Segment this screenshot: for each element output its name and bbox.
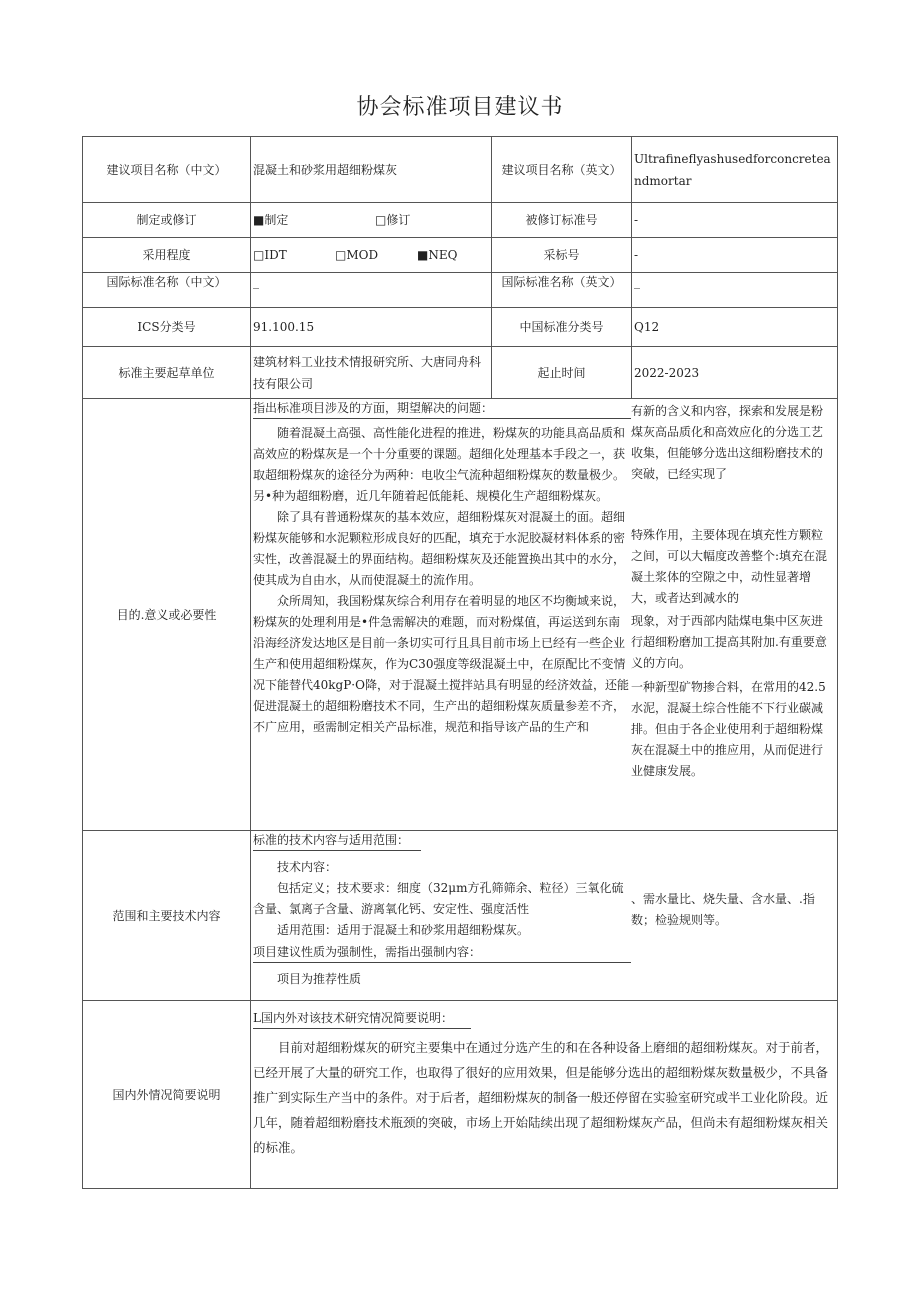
name-en-label: 建议项目名称（英文） xyxy=(492,137,632,203)
revised-std-value: - xyxy=(632,203,838,238)
cn-class-label: 中国标准分类号 xyxy=(492,308,632,347)
purpose-left-p1: 随着混凝土高强、高性能化进程的推进，粉煤灰的功能具高品质和高效应的粉煤灰是一个十分重要的课题。超细化处理基本手段之一，获取超细粉煤灰的途径分为两种：电收尘气流种超细粉煤灰的数量极少。另•种为超细粉磨，近几年随着起低能耗、规模化生产超细粉煤灰。 xyxy=(253,426,626,503)
adopt-std-value: - xyxy=(632,238,838,273)
name-cn-label: 建议项目名称（中文） xyxy=(83,137,251,203)
intl-cn-value: _ xyxy=(251,273,492,308)
purpose-label: 目的.意义或必要性 xyxy=(83,399,251,831)
proposal-table xyxy=(82,136,838,1189)
make-options xyxy=(251,203,492,238)
cn-class-value: Q12 xyxy=(632,308,838,347)
scope-label: 范围和主要技术内容 xyxy=(83,831,251,1001)
intl-status-content xyxy=(251,1001,838,1189)
name-cn-value: 混凝土和砂浆用超细粉煤灰 xyxy=(251,137,492,203)
purpose-left-p3: 众所周知，我国粉煤灰综合利用存在着明显的地区不均衡域来说，粉煤灰的处理利用是•件急需解决的难题，而对粉煤值，再运送到东南沿海经济发达地区是目前一条切实可行且具目前市场上已经有一些企业生产和使用超细粉煤灰，作为C30强度等级混凝土中，在原配比不变情况下能替代40kgP·O降，对于混凝土搅拌站具有明显的经济效益，还能促进混凝土的超细粉磨技术不同，生产出的超细粉煤灰质量参差不齐，不广应用，亟需制定相关产品标准，规范和指导该产品的生产和 xyxy=(253,594,629,734)
purpose-heading: 指出标准项目涉及的方面，期望解决的问题： xyxy=(253,399,631,419)
nature-body: 项目为推荐性质 xyxy=(277,972,362,986)
make-option-revise: □修订 xyxy=(375,213,411,227)
period-label: 起止时间 xyxy=(492,347,632,399)
intl-en-label: 国际标准名称（英文） xyxy=(492,273,632,308)
purpose-right-p1: 有新的含义和内容，探索和发展是粉煤灰高品质化和高效应化的分选工艺收集，但能够分选出这细粉磨技术的突破，已经实现了 xyxy=(631,404,824,481)
adopt-mod: □MOD xyxy=(335,248,379,262)
intl-status-label: 国内外情况简要说明 xyxy=(83,1001,251,1189)
purpose-right-p4: 一种新型矿物掺合料，在常用的42.5水泥，混凝土综合性能不下行业碳减排。但由于各企业使用利于超细粉煤灰在混凝土中的推应用，从而促进行业健康发展。 xyxy=(631,680,826,778)
intl-status-body: 目前对超细粉煤灰的研究主要集中在通过分选产生的和在各种设备上磨细的超细粉煤灰。对于前者，已经开展了大量的研究工作，也取得了很好的应用效果，但是能够分选出的超细粉煤灰数量极少，不具备推广到实际生产当中的条件。对于后者，超细粉煤灰的制备一般还停留在实验室研究或半工业化阶段。近几年，随着超细粉磨技术瓶颈的突破，市场上开始陆续出现了超细粉煤灰产品，但尚未有超细粉煤灰相关的标准。 xyxy=(253,1040,829,1155)
ics-value: 91.100.15 xyxy=(251,308,492,347)
make-label: 制定或修订 xyxy=(83,203,251,238)
intl-en-value: _ xyxy=(632,273,838,308)
purpose-right-p2: 特殊作用，主要体现在填充性方颗粒之间，可以大幅度改善整个:填充在混凝土浆体的空隙之中，动性显著增大，或者达到减水的 xyxy=(631,528,828,605)
adopt-idt: □IDT xyxy=(253,248,287,262)
purpose-right-p3: 现象，对于西部内陆煤电集中区灰进行超细粉磨加工提高其附加.有重要意义的方向。 xyxy=(631,614,827,670)
scope-heading: 标准的技术内容与适用范围： xyxy=(253,831,421,851)
scope-range-body: 适用范围：适用于混凝土和砂浆用超细粉煤灰。 xyxy=(277,923,530,937)
intl-status-heading: L国内外对该技术研究情况简要说明： xyxy=(253,1009,471,1029)
scope-right-body: 、需水量比、烧失量、含水量、.指数；检验规则等。 xyxy=(631,892,815,927)
intl-cn-label: 国际标准名称（中文） xyxy=(83,273,251,308)
make-option-establish: ■制定 xyxy=(253,213,289,227)
adopt-std-label: 采标号 xyxy=(492,238,632,273)
adopt-label: 采用程度 xyxy=(83,238,251,273)
page-title: 协会标准项目建议书 xyxy=(356,95,564,120)
ics-label: ICS分类号 xyxy=(83,308,251,347)
scope-tech-body: 包括定义；技术要求：细度（32μm方孔筛筛余、粒径）三氧化硫含量、氯离子含量、游离氧化钙、安定性、强度活性 xyxy=(253,881,624,916)
drafter-label: 标准主要起草单位 xyxy=(83,347,251,399)
drafter-value: 建筑材料工业技术情报研究所、大唐同舟科技有限公司 xyxy=(251,347,492,399)
purpose-content xyxy=(251,399,838,831)
scope-content xyxy=(251,831,838,1001)
purpose-left-p2: 除了具有普通粉煤灰的基本效应，超细粉煤灰对混凝土的面。超细粉煤灰能够和水泥颗粒形成良好的匹配，填充于水泥胶凝材料体系的密实性，改善混凝土的界面结构。超细粉煤灰及还能置换出其中的水分，使其成为自由水，从而使混凝土的流作用。 xyxy=(253,510,626,587)
revised-std-label: 被修订标准号 xyxy=(492,203,632,238)
period-value: 2022-2023 xyxy=(632,347,838,399)
scope-tech-title: 技术内容： xyxy=(277,860,338,874)
name-en-value: Ultrafineflyashusedforconcreteandmortar xyxy=(632,137,838,203)
adopt-neq: ■NEQ xyxy=(417,248,458,262)
nature-heading: 项目建议性质为强制性，需指出强制内容： xyxy=(253,943,631,963)
adopt-options xyxy=(251,238,492,273)
